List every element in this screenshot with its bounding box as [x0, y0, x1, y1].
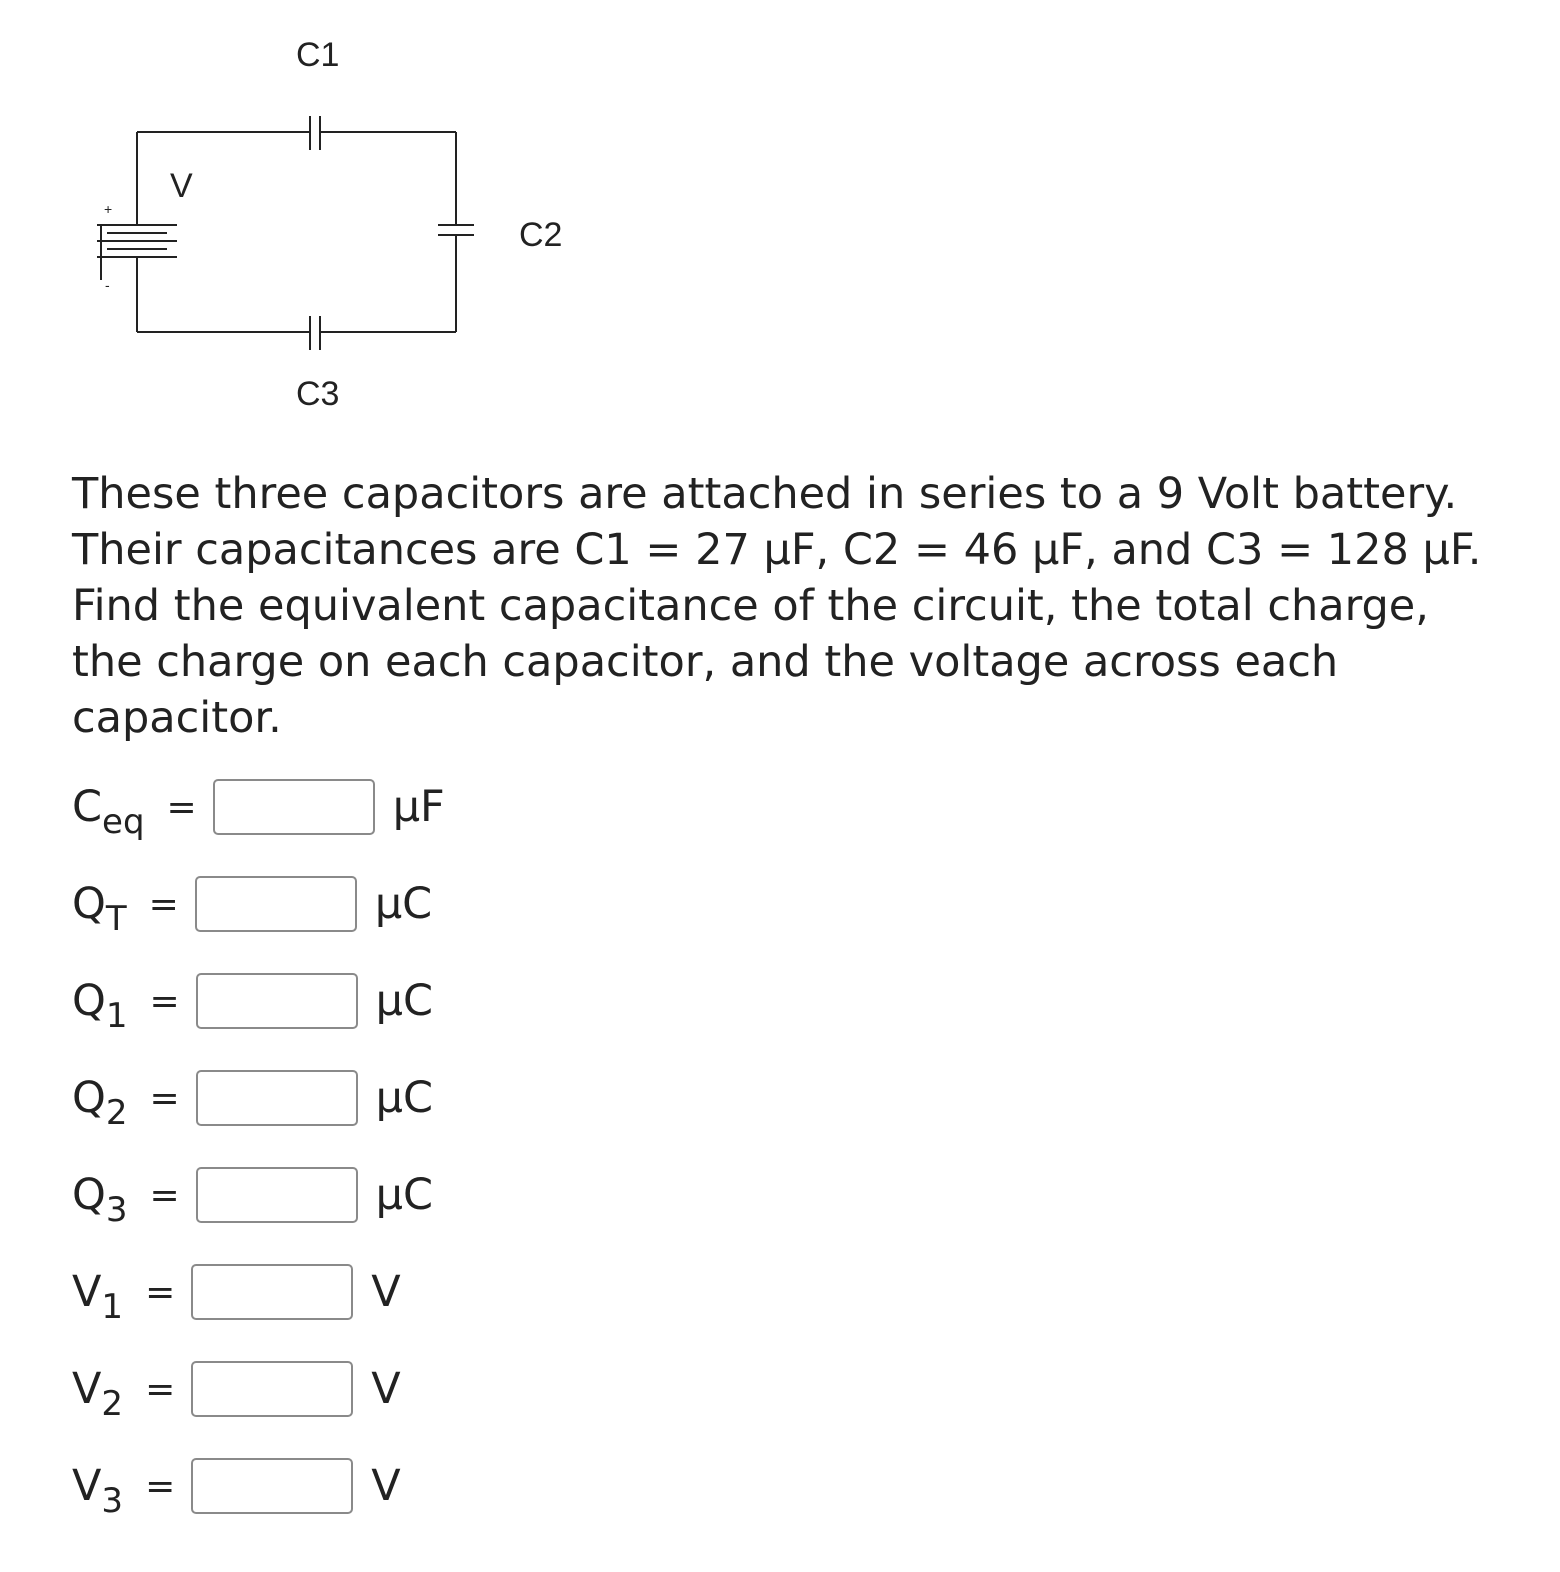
answer-row-q3: [72, 1164, 434, 1230]
equals-sign: =: [166, 786, 197, 828]
v1-input[interactable]: [191, 1264, 353, 1320]
unit-label: V: [371, 1461, 401, 1511]
qt-input[interactable]: [195, 876, 357, 932]
v3-input[interactable]: [191, 1458, 353, 1514]
unit-label: μC: [374, 879, 433, 929]
answer-row-ceq: [72, 776, 445, 842]
answer-row-q1: [72, 970, 434, 1036]
unit-label: μC: [375, 976, 434, 1026]
variable-label: $C_{eq}$: [72, 782, 145, 842]
q2-input[interactable]: [196, 1070, 358, 1126]
equals-sign: =: [145, 1368, 176, 1410]
label-minus: -: [105, 277, 110, 293]
variable-label: $Q_T$: [72, 879, 127, 939]
answer-row-v2: [72, 1358, 401, 1424]
unit-label: V: [371, 1364, 401, 1414]
equals-sign: =: [145, 1465, 176, 1507]
ceq-input[interactable]: [213, 779, 375, 835]
unit-label: μF: [392, 782, 445, 832]
q1-input[interactable]: [196, 973, 358, 1029]
unit-label: μC: [375, 1073, 434, 1123]
answer-row-q2: [72, 1067, 434, 1133]
unit-label: μC: [375, 1170, 434, 1220]
variable-label: $V_3$: [72, 1461, 124, 1521]
equals-sign: =: [148, 883, 179, 925]
variable-label: $V_2$: [72, 1364, 124, 1424]
answer-row-v1: [72, 1261, 401, 1327]
label-c3: C3: [296, 375, 340, 413]
variable-label: $Q_3$: [72, 1170, 128, 1230]
label-c2: C2: [519, 216, 563, 254]
circuit-diagram: [0, 0, 640, 430]
equals-sign: =: [145, 1271, 176, 1313]
variable-label: $Q_1$: [72, 976, 128, 1036]
capacitor-c1-symbol: [303, 116, 327, 150]
label-battery-v: V: [170, 167, 193, 205]
variable-label: $Q_2$: [72, 1073, 128, 1133]
label-c1: C1: [296, 36, 340, 74]
equals-sign: =: [149, 980, 180, 1022]
answer-row-v3: [72, 1455, 401, 1521]
equals-sign: =: [149, 1077, 180, 1119]
equals-sign: =: [149, 1174, 180, 1216]
v2-input[interactable]: [191, 1361, 353, 1417]
q3-input[interactable]: [196, 1167, 358, 1223]
unit-label: V: [371, 1267, 401, 1317]
variable-label: $V_1$: [72, 1267, 124, 1327]
circuit-wires: [137, 132, 456, 332]
problem-statement: These three capacitors are attached in series to a 9 Volt battery. Their capacitances are C1 = 27 μF, C2 = 46 μF, and C3 = 128 μF. Find the equivalent capacitance of the circuit, the total charge, the charge on each capacitor, and the voltage across each capacitor.: [72, 469, 1482, 743]
capacitor-c2-symbol: [438, 218, 474, 242]
capacitor-c3-symbol: [303, 316, 327, 350]
label-plus: +: [104, 201, 113, 217]
answer-row-qt: [72, 873, 433, 939]
